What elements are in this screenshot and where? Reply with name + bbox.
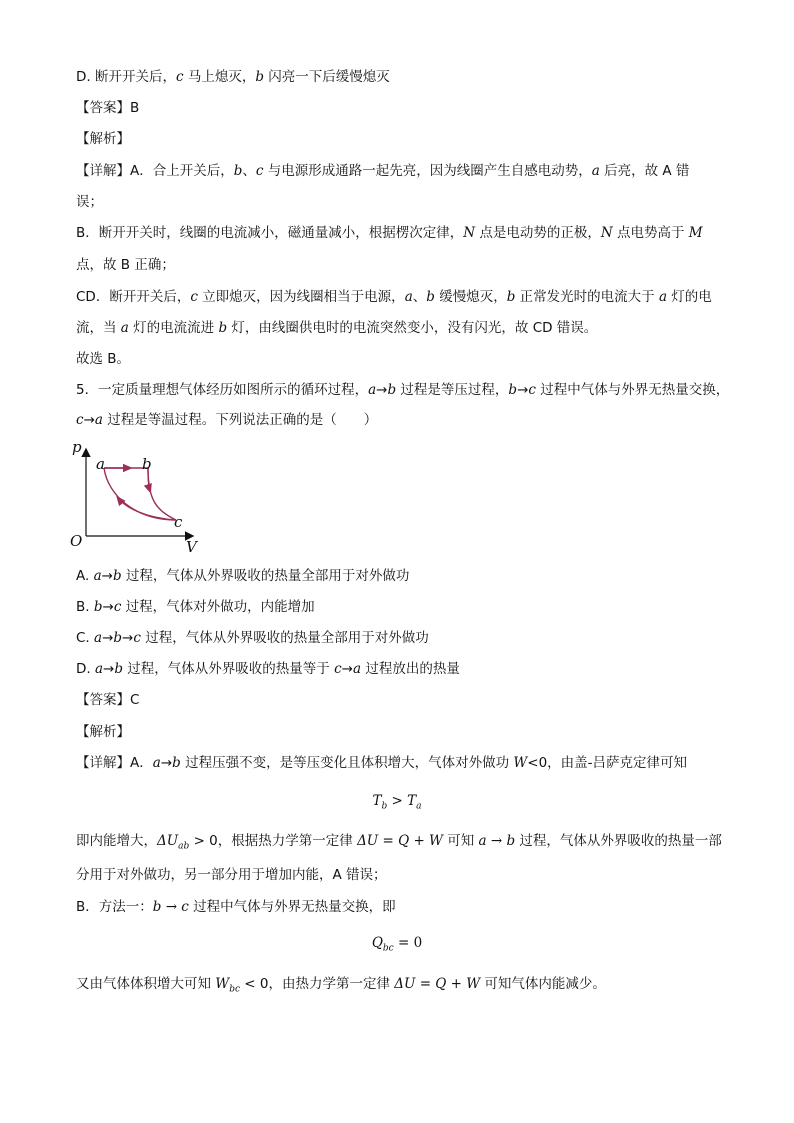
q5-equation-temperature: $T_b > T_a$	[372, 793, 422, 812]
p-axis-label: p	[72, 438, 82, 456]
q5-answer: 【答案】C	[76, 692, 140, 708]
q4-option-d: D. 断开开关后，c 马上熄灭，b 闪亮一下后缓慢熄灭	[76, 69, 390, 85]
q5-detail-a-line3: 分用于对外做功，另一部分用于增加内能，A 错误；	[76, 867, 387, 883]
path-b-to-c	[148, 468, 176, 520]
q5-stem-line1: 5．一定质量理想气体经历如图所示的循环过程，a→b 过程是等压过程，b→c 过程中气体与外界无热量交换，	[76, 382, 730, 398]
q5-equation-heat: $Q_{bc} = 0$	[371, 935, 423, 954]
q4-detail-b-line1: B．断开开关时，线圈的电流减小，磁通量减小，根据楞次定律，N 点是电动势的正极，N 点电势高于 M	[76, 225, 703, 241]
q4-detail-cd-line1: CD．断开开关后，c 立即熄灭，因为线圈相当于电源，a、b 缓慢熄灭，b 正常发光时的电流大于 a 灯的电	[76, 289, 712, 305]
origin-label: O	[70, 532, 83, 550]
state-b-label: b	[142, 455, 152, 473]
q5-detail-b-line2: 又由气体体积增大可知 $W_{bc} < 0$，由热力学第一定律 ΔU = Q + W 可知气体内能减少。	[76, 976, 606, 995]
q5-detail-a-line2: 即内能增大，$\Delta U_{ab} > 0$，根据热力学第一定律 ΔU = Q + W 可知 a → b 过程，气体从外界吸收的热量一部	[76, 833, 722, 852]
q4-detail-a-line2: 误；	[76, 194, 103, 210]
q4-answer: 【答案】B	[76, 100, 140, 116]
q5-analysis-heading: 【解析】	[76, 724, 130, 740]
state-a-label: a	[96, 455, 105, 473]
q4-detail-cd-line2: 流，当 a 灯的电流流进 b 灯，由线圈供电时的电流突然变小，没有闪光，故 CD 错误。	[76, 320, 598, 336]
v-axis-label: V	[186, 538, 197, 556]
pv-cycle-diagram	[66, 436, 206, 558]
q4-analysis-heading: 【解析】	[76, 131, 130, 147]
path-c-to-a-arrow	[118, 498, 176, 520]
q5-option-c: C. a→b→c 过程，气体从外界吸收的热量全部用于对外做功	[76, 630, 429, 646]
q5-option-d: D. a→b 过程，气体从外界吸收的热量等于 c→a 过程放出的热量	[76, 661, 460, 677]
q5-option-b: B. b→c 过程，气体对外做功，内能增加	[76, 599, 315, 615]
state-c-label: c	[174, 513, 183, 531]
q4-detail-a-line1: 【详解】A．合上开关后，b、c 与电源形成通路一起先亮，因为线圈产生自感电动势，a 后亮，故 A 错	[76, 163, 690, 179]
q5-detail-b-line1: B．方法一：b → c 过程中气体与外界无热量交换，即	[76, 899, 396, 915]
cycle-paths	[104, 468, 176, 520]
q5-detail-a-line1: 【详解】A．a→b 过程压强不变，是等压变化且体积增大，气体对外做功 W<0，由盖-吕萨克定律可知	[76, 755, 688, 771]
q4-conclusion: 故选 B。	[76, 351, 131, 367]
q4-detail-b-line2: 点，故 B 正确；	[76, 257, 175, 273]
q5-stem-line2: c→a 过程是等温过程。下列说法正确的是（ ）	[76, 412, 378, 428]
q5-option-a: A. a→b 过程，气体从外界吸收的热量全部用于对外做功	[76, 568, 410, 584]
